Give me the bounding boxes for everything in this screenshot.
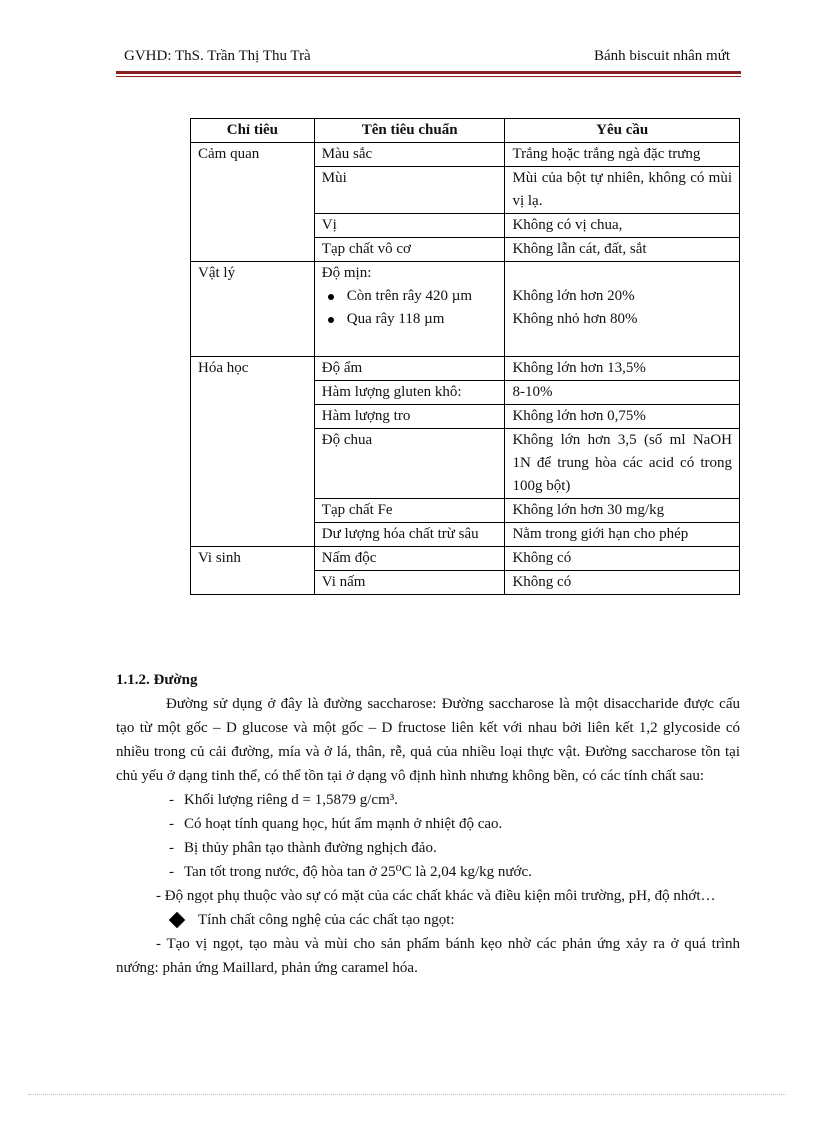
criterion-cell: Vi nấm xyxy=(314,571,505,595)
requirement-cell: 8-10% xyxy=(505,381,740,405)
list-item xyxy=(116,788,740,812)
criterion-cell: Nấm độc xyxy=(314,547,505,571)
intro-paragraph: Đường sử dụng ở đây là đường saccharose: Đường saccharose là một disaccharide được cấu tạo từ một gốc – D glucose và một gốc – D fructose liên kết với nhau bởi liên kết 1,2 glycoside có nhiều trong củ cải đường, mía và ở lá, thân, rễ, quả của nhiều loại thực vật. Đường saccharose tồn tại chủ yếu ở dạng tinh thể, có thể tồn tại ở dạng vô định hình nhưng không bền, có các tính chất sau: xyxy=(116,696,740,784)
criterion-cell: Màu sắc xyxy=(314,143,505,167)
criterion-cell: Vị xyxy=(314,214,505,238)
table-row xyxy=(191,357,740,381)
requirement-cell: Không lớn hơn 3,5 (số ml NaOH 1N để trung hòa các acid có trong 100g bột) xyxy=(505,429,740,499)
subheading-text: Tính chất công nghệ của các chất tạo ngọt: xyxy=(198,912,455,928)
header-doc-title: Bánh biscuit nhân mứt xyxy=(593,48,730,64)
requirement-cell: Mùi của bột tự nhiên, không có mùi vị lạ. xyxy=(505,167,740,214)
group-hoa-hoc: Hóa học xyxy=(191,357,315,547)
header-instructor: GVHD: ThS. Trần Thị Thu Trà xyxy=(124,48,311,64)
property-text: Tan tốt trong nước, độ hòa tan ở 25⁰C là 2,04 kg/kg nước. xyxy=(184,864,532,880)
criterion-cell: Hàm lượng tro xyxy=(314,405,505,429)
table-header-row xyxy=(191,119,740,143)
dash-marker: - xyxy=(169,792,174,808)
criterion-cell: Mùi xyxy=(314,167,505,214)
list-item xyxy=(322,285,498,308)
requirement-line: Không nhỏ hơn 80% xyxy=(512,311,638,327)
requirement-line: Không lớn hơn 20% xyxy=(512,288,635,304)
subheading xyxy=(116,908,740,932)
footer-divider xyxy=(28,1094,786,1095)
table-row xyxy=(191,262,740,357)
section-body xyxy=(116,668,740,980)
requirement-cell: Không có xyxy=(505,547,740,571)
requirement-cell: Trắng hoặc trắng ngà đặc trưng xyxy=(505,143,740,167)
property-text: Bị thủy phân tạo thành đường nghịch đảo. xyxy=(184,840,437,856)
property-text: Có hoạt tính quang học, hút ẩm mạnh ở nhiệt độ cao. xyxy=(184,816,503,832)
header-rule-thin xyxy=(116,76,741,77)
col-header-criteria: Chỉ tiêu xyxy=(191,119,315,143)
bullet-text: Qua rây 118 µm xyxy=(346,311,445,327)
requirement-cell xyxy=(505,262,740,357)
diamond-bullet-icon xyxy=(170,913,184,927)
criterion-cell: Dư lượng hóa chất trừ sâu xyxy=(314,523,505,547)
property-text: Khối lượng riêng d = 1,5879 g/cm³. xyxy=(184,792,398,808)
flour-quality-table xyxy=(190,118,740,595)
requirement-cell: Không có vị chua, xyxy=(505,214,740,238)
list-item xyxy=(116,836,740,860)
criterion-cell: Tạp chất Fe xyxy=(314,499,505,523)
requirement-cell: Không có xyxy=(505,571,740,595)
bullet-text: Còn trên rây 420 µm xyxy=(346,288,473,304)
bullet-icon xyxy=(328,294,334,300)
requirement-cell: Không lớn hơn 0,75% xyxy=(505,405,740,429)
dash-marker: - xyxy=(169,840,174,856)
requirement-cell: Không lẫn cát, đất, sắt xyxy=(505,238,740,262)
dash-marker: - xyxy=(169,816,174,832)
criterion-cell xyxy=(314,262,505,357)
group-vat-ly: Vật lý xyxy=(191,262,315,357)
section-title: 1.1.2. Đường xyxy=(116,672,198,688)
tech-paragraph: - Tạo vị ngọt, tạo màu và mùi cho sản phẩm bánh kẹo nhờ các phản ứng xảy ra ở quá trình nướng: phản ứng Maillard, phản ứng caramel hóa. xyxy=(116,936,740,976)
table-row xyxy=(191,547,740,571)
criterion-cell: Hàm lượng gluten khô: xyxy=(314,381,505,405)
criterion-cell: Độ ẩm xyxy=(314,357,505,381)
criterion-cell: Tạp chất vô cơ xyxy=(314,238,505,262)
group-vi-sinh: Vi sinh xyxy=(191,547,315,595)
requirement-cell: Nằm trong giới hạn cho phép xyxy=(505,523,740,547)
requirement-cell: Không lớn hơn 30 mg/kg xyxy=(505,499,740,523)
list-item xyxy=(116,812,740,836)
table-row xyxy=(191,143,740,167)
header-rule-thick xyxy=(116,71,741,74)
criterion-cell: Độ chua xyxy=(314,429,505,499)
dash-marker: - xyxy=(169,864,174,880)
page-header xyxy=(118,48,740,70)
list-item xyxy=(322,308,498,331)
bullet-icon xyxy=(328,317,334,323)
property-long-paragraph: - Độ ngọt phụ thuộc vào sự có mặt của các chất khác và điều kiện môi trường, pH, độ nhớt… xyxy=(156,888,716,904)
group-cam-quan: Cảm quan xyxy=(191,143,315,262)
col-header-requirement: Yêu cầu xyxy=(505,119,740,143)
criterion-fineness: Độ mịn: xyxy=(321,265,372,281)
requirement-cell: Không lớn hơn 13,5% xyxy=(505,357,740,381)
col-header-standard: Tên tiêu chuẩn xyxy=(314,119,505,143)
list-item xyxy=(116,860,740,884)
